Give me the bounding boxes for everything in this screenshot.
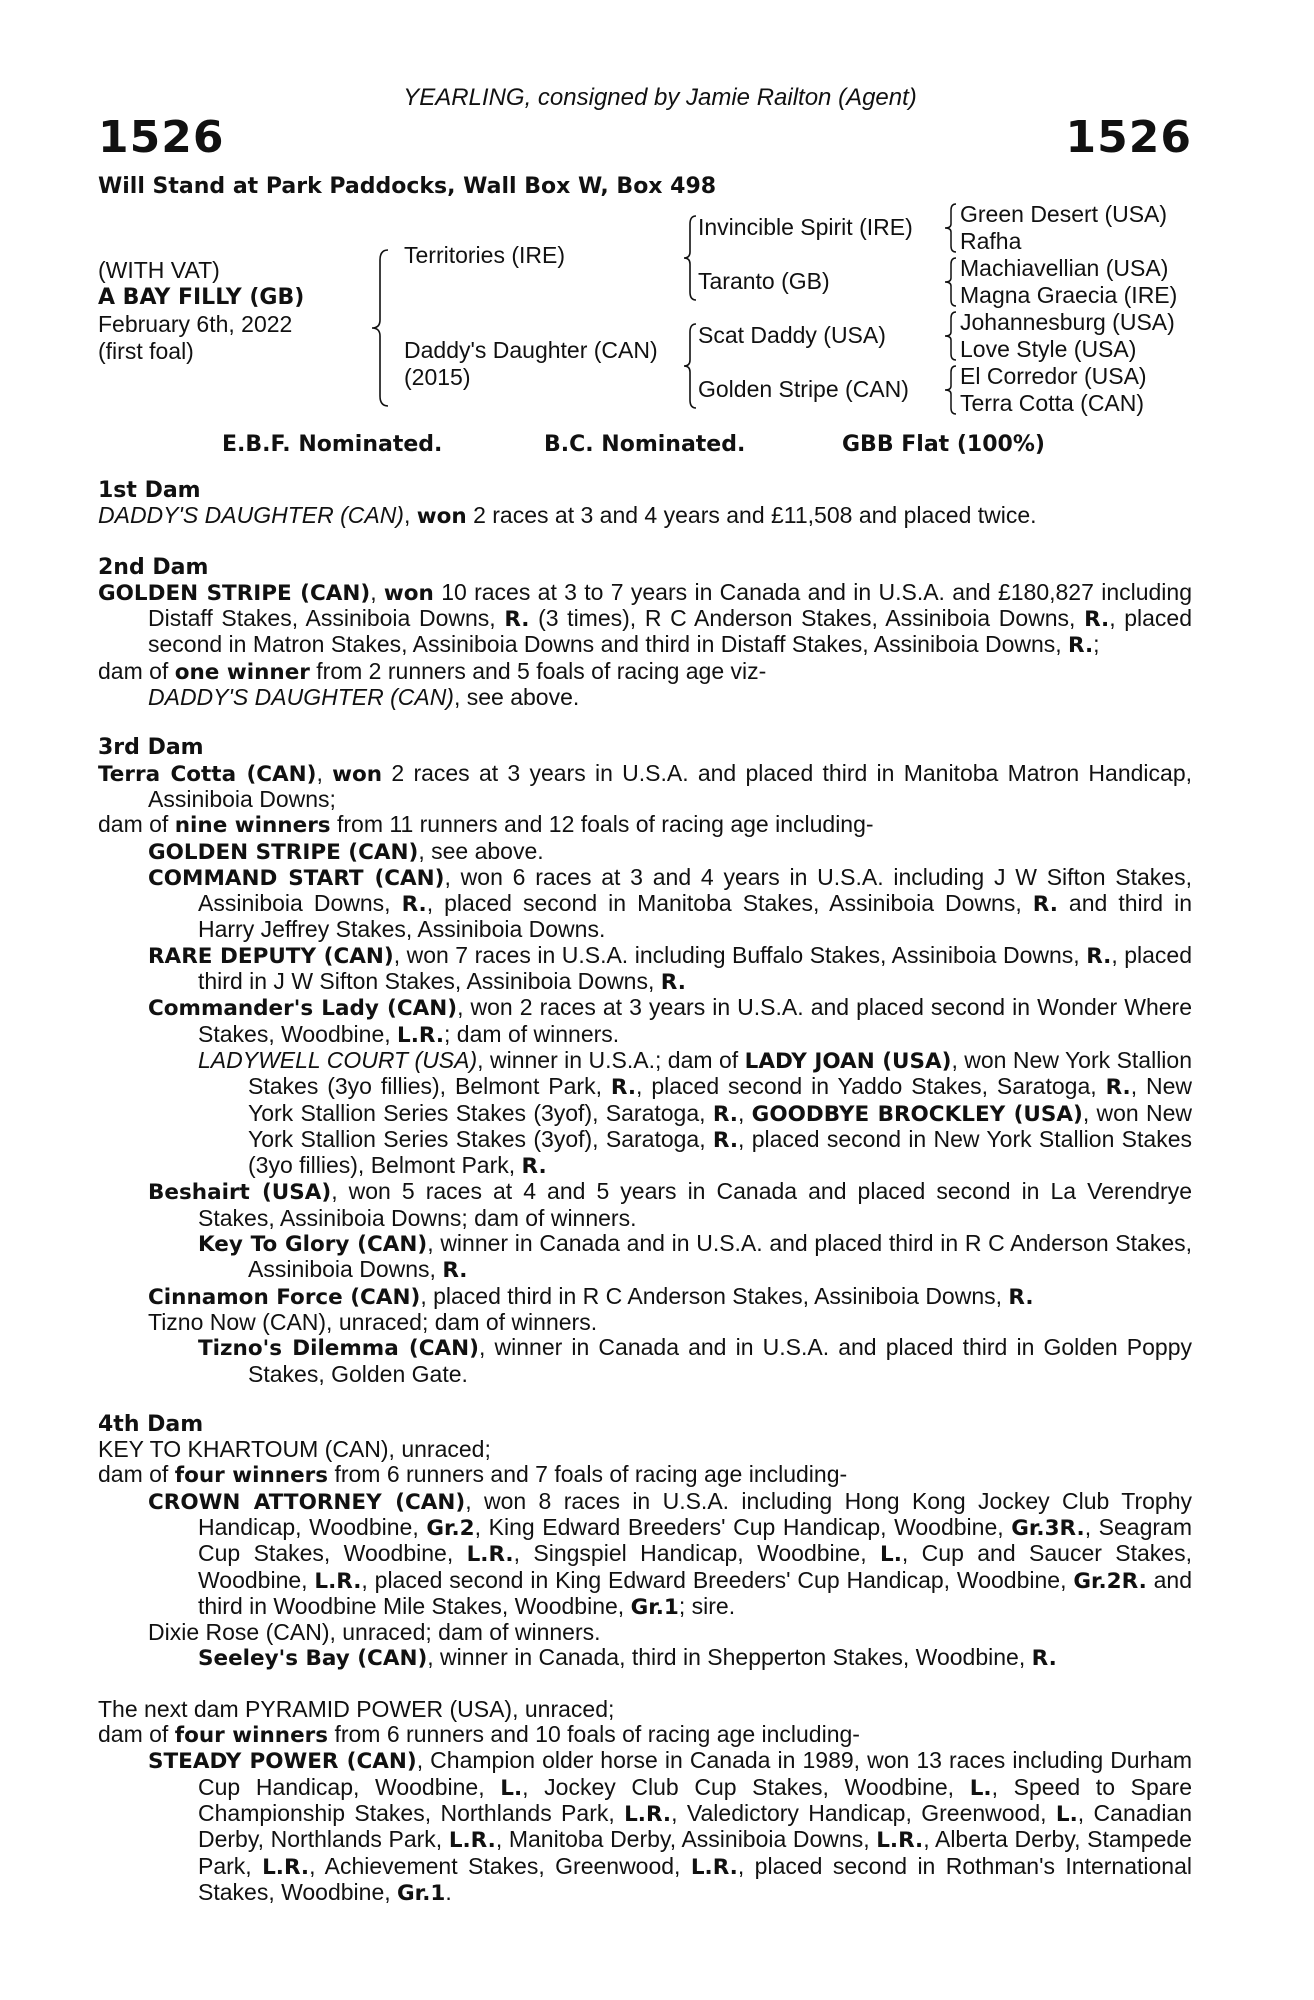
catalogue-body	[98, 478, 1192, 1906]
sire-name: Territories (IRE)	[404, 242, 566, 268]
pedigree-brace-sire	[680, 214, 698, 302]
pedigree-brace-dam	[680, 322, 698, 410]
second-dam-produce: dam of one winner from 2 runners and 5 foals of racing age viz-	[98, 657, 767, 685]
lot-number-left: 1526	[98, 112, 225, 163]
third-dam-text: Terra Cotta (CAN), won 2 races at 3 years in U.S.A. and placed third in Manitoba Matron Handicap, Assiniboia Downs;	[98, 759, 1192, 812]
fourth-dam-heading: 4th Dam	[98, 1411, 204, 1437]
progeny-seeleys-bay: Seeley's Bay (CAN), winner in Canada, third in Shepperton Stakes, Woodbine, R.	[198, 1644, 1057, 1672]
third-dam-produce: dam of nine winners from 11 runners and 12 foals of racing age including-	[98, 811, 874, 839]
fourth-dam-name: KEY TO KHARTOUM (CAN), unraced;	[98, 1436, 491, 1463]
gg-4: Magna Graecia (IRE)	[960, 282, 1178, 308]
sire-sire: Invincible Spirit (IRE)	[698, 214, 913, 240]
progeny-command-start: COMMAND START (CAN), won 6 races at 3 and 4 years in U.S.A. including J W Sifton Stakes, Assiniboia Downs, R., placed second in Manitoba Stakes, Assiniboia Downs, R. and third in Harry Jeffrey Stakes, Assiniboia Downs.	[148, 863, 1192, 943]
gg-2: Rafha	[960, 228, 1022, 254]
progeny-ladywell-court: LADYWELL COURT (USA), winner in U.S.A.; dam of LADY JOAN (USA), won New York Stallion Stakes (3yo fillies), Belmont Park, R., placed second in Yaddo Stakes, Saratoga, R., New York Stallion Series Stakes (3yof), Saratoga, R., GOODBYE BROCKLEY (USA), won New York Stallion Series Stakes (3yof), Saratoga, R., placed second in New York Stallion Stakes (3yo fillies), Belmont Park, R.	[198, 1046, 1193, 1180]
horse-name: A BAY FILLY (GB)	[98, 285, 305, 310]
first-dam-heading: 1st Dam	[98, 478, 201, 503]
horse-note: (first foal)	[98, 338, 194, 364]
dam-sire: Scat Daddy (USA)	[698, 322, 886, 348]
ebf-nomination: E.B.F. Nominated.	[222, 432, 443, 457]
gg-6: Love Style (USA)	[960, 336, 1137, 362]
pedigree-brace-g3	[942, 310, 958, 362]
pedigree-table	[98, 0, 1192, 440]
horse-dob: February 6th, 2022	[98, 311, 293, 337]
second-dam-heading: 2nd Dam	[98, 554, 209, 580]
fourth-dam-produce: dam of four winners from 6 runners and 7 foals of racing age including-	[98, 1461, 848, 1489]
progeny-tizno-now: Tizno Now (CAN), unraced; dam of winners.	[148, 1308, 598, 1335]
progeny-cinnamon-force: Cinnamon Force (CAN), placed third in R C Anderson Stakes, Assiniboia Downs, R.	[148, 1282, 1034, 1310]
dam-dam: Golden Stripe (CAN)	[698, 376, 909, 402]
progeny-tiznos-dilemma: Tizno's Dilemma (CAN), winner in Canada and in U.S.A. and placed third in Golden Poppy Stakes, Golden Gate.	[198, 1334, 1192, 1387]
bc-nomination: B.C. Nominated.	[544, 432, 746, 457]
progeny-key-to-glory: Key To Glory (CAN), winner in Canada and in U.S.A. and placed third in R C Anderson Stakes, Assiniboia Downs, R.	[198, 1230, 1192, 1284]
pedigree-brace-g4	[942, 364, 958, 416]
stand-location: Will Stand at Park Paddocks, Wall Box W, Box 498	[98, 174, 717, 199]
pedigree-brace-1	[368, 248, 392, 408]
pedigree-brace-g2	[942, 256, 958, 308]
gg-1: Green Desert (USA)	[960, 201, 1168, 227]
progeny-steady-power: STEADY POWER (CAN), Champion older horse in Canada in 1989, won 13 races including Durham Cup Handicap, Woodbine, L., Jockey Club Cup Stakes, Woodbine, L., Speed to Spare Championship Stakes, Northlands Park, L.R., Valedictory Handicap, Greenwood, L., Canadian Derby, Northlands Park, L.R., Manitoba Derby, Assiniboia Downs, L.R., Alberta Derby, Stampede Park, L.R., Achievement Stakes, Greenwood, L.R., placed second in Rothman's International Stakes, Woodbine, Gr.1.	[148, 1747, 1193, 1906]
gg-7: El Corredor (USA)	[960, 363, 1147, 389]
progeny-commanders-lady: Commander's Lady (CAN), won 2 races at 3 years in U.S.A. and placed second in Wonder Where Stakes, Woodbine, L.R.; dam of winners.	[148, 994, 1192, 1048]
gg-8: Terra Cotta (CAN)	[960, 390, 1145, 416]
progeny-rare-deputy: RARE DEPUTY (CAN), won 7 races in U.S.A. including Buffalo Stakes, Assiniboia Downs, R., placed third in J W Sifton Stakes, Assiniboia Downs, R.	[148, 941, 1192, 996]
second-dam-progeny-1: DADDY'S DAUGHTER (CAN), see above.	[148, 684, 580, 711]
gg-3: Machiavellian (USA)	[960, 255, 1169, 281]
progeny-golden-stripe: GOLDEN STRIPE (CAN), see above.	[148, 837, 544, 865]
gbb-nomination: GBB Flat (100%)	[842, 432, 1045, 457]
second-dam-text: GOLDEN STRIPE (CAN), won 10 races at 3 to 7 years in Canada and in U.S.A. and £180,827 including Distaff Stakes, Assiniboia Downs, R. (3 times), R C Anderson Stakes, Assiniboia Downs, R., placed second in Matron Stakes, Assiniboia Downs and third in Distaff Stakes, Assiniboia Downs, R.;	[98, 578, 1192, 659]
progeny-beshairt: Beshairt (USA), won 5 races at 4 and 5 years in Canada and placed second in La Verendrye Stakes, Assiniboia Downs; dam of winners.	[148, 1178, 1192, 1231]
consigner-line: YEARLING, consigned by Jamie Railton (Agent)	[403, 84, 917, 111]
first-dam-text: DADDY'S DAUGHTER (CAN), won 2 races at 3 and 4 years and £11,508 and placed twice.	[98, 502, 1037, 530]
lot-number-right: 1526	[1065, 112, 1192, 163]
dam-year: (2015)	[404, 364, 471, 390]
vat-note: (WITH VAT)	[98, 257, 220, 283]
pedigree-brace-g1	[942, 202, 958, 254]
dam-name: Daddy's Daughter (CAN)	[404, 337, 658, 363]
progeny-dixie-rose: Dixie Rose (CAN), unraced; dam of winners.	[148, 1619, 601, 1646]
next-dam-produce: dam of four winners from 6 runners and 10 foals of racing age including-	[98, 1721, 860, 1749]
gg-5: Johannesburg (USA)	[960, 309, 1175, 335]
next-dam-name: The next dam PYRAMID POWER (USA), unraced;	[98, 1695, 615, 1722]
third-dam-heading: 3rd Dam	[98, 735, 204, 761]
progeny-crown-attorney: CROWN ATTORNEY (CAN), won 8 races in U.S.A. including Hong Kong Jockey Club Trophy Handicap, Woodbine, Gr.2, King Edward Breeders' Cup Handicap, Woodbine, Gr.3R., Seagram Cup Stakes, Woodbine, L.R., Singspiel Handicap, Woodbine, L., Cup and Saucer Stakes, Woodbine, L.R., placed second in King Edward Breeders' Cup Handicap, Woodbine, Gr.2R. and third in Woodbine Mile Stakes, Woodbine, Gr.1; sire.	[148, 1487, 1193, 1620]
sire-dam: Taranto (GB)	[698, 268, 830, 294]
